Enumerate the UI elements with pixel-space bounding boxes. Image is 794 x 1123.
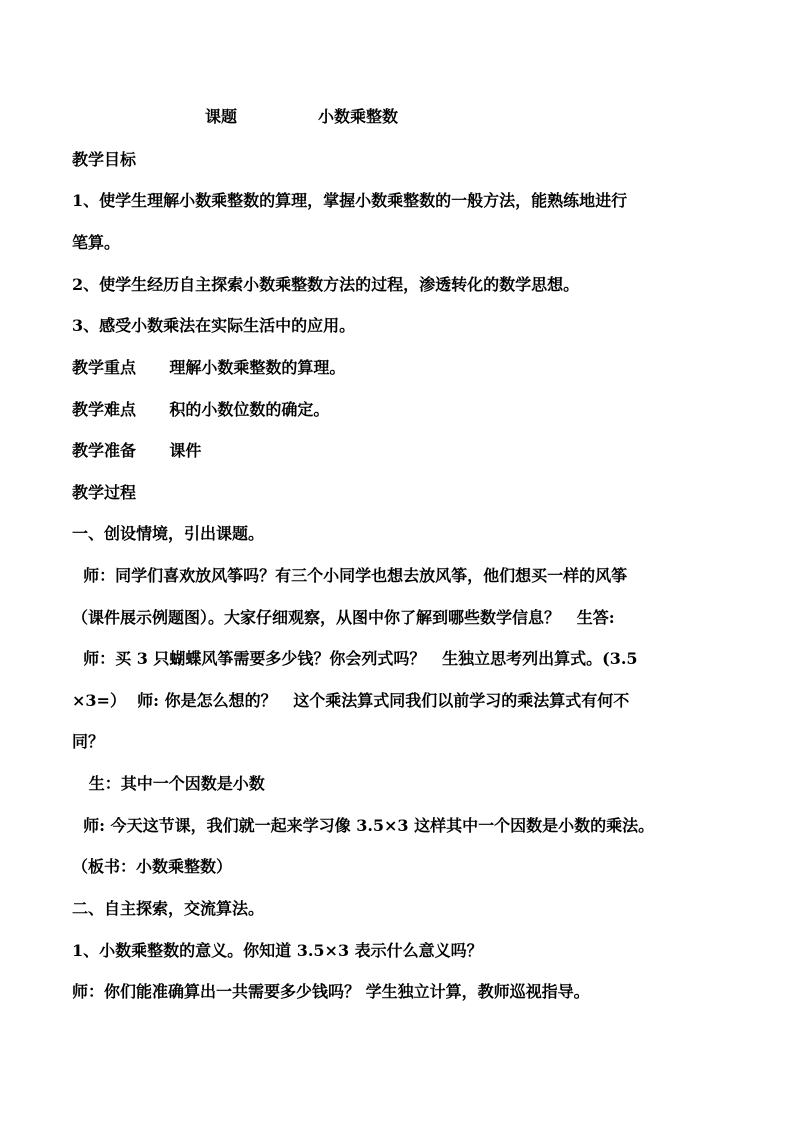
section-heading-one: 一、创设情境，引出课题。 bbox=[72, 524, 265, 543]
paragraph-line: （课件展示例题图）。大家仔细观察，从图中你了解到哪些数学信息？ 生答: bbox=[72, 608, 615, 627]
title-label: 课题 bbox=[205, 107, 238, 126]
key-point-line: 教学重点 理解小数乘整数的算理。 bbox=[72, 358, 346, 377]
section-heading-two: 二、自主探索，交流算法。 bbox=[72, 899, 265, 918]
paragraph-line: 1、使学生理解小数乘整数的算理，掌握小数乘整数的一般方法，能熟练地进行 bbox=[72, 191, 628, 210]
section-heading-objectives: 教学目标 bbox=[72, 150, 137, 169]
preparation-line: 教学准备 课件 bbox=[72, 441, 202, 460]
paragraph-line: 笔算。 bbox=[72, 233, 121, 252]
paragraph-line: 师：买 3 只蝴蝶风筝需要多少钱？你会列式吗？ 生独立思考列出算式。(3.5 bbox=[72, 649, 638, 668]
paragraph-line: 2、使学生经历自主探索小数乘整数方法的过程，渗透转化的数学思想。 bbox=[72, 275, 580, 294]
difficulty-line: 教学难点 积的小数位数的确定。 bbox=[72, 400, 330, 419]
paragraph-line: （板书：小数乘整数） bbox=[72, 857, 233, 876]
paragraph-line: 1、小数乘整数的意义。你知道 3.5×3 表示什么意义吗？ bbox=[72, 941, 483, 960]
title-row bbox=[0, 107, 794, 129]
paragraph-line: 同？ bbox=[72, 732, 105, 751]
paragraph-line: ×3=） 师: 你是怎么想的？ 这个乘法算式同我们以前学习的乘法算式有何不 bbox=[72, 691, 630, 710]
title-text: 小数乘整数 bbox=[318, 107, 399, 126]
paragraph-line: 师：同学们喜欢放风筝吗？有三个小同学也想去放风筝，他们想买一样的风筝 bbox=[72, 566, 628, 585]
paragraph-line: 3、感受小数乘法在实际生活中的应用。 bbox=[72, 316, 356, 335]
section-heading-process: 教学过程 bbox=[72, 483, 137, 502]
paragraph-line: 师: 今天这节课，我们就一起来学习像 3.5×3 这样其中一个因数是小数的乘法。 bbox=[72, 816, 655, 835]
paragraph-line: 生：其中一个因数是小数 bbox=[72, 774, 265, 793]
paragraph-line: 师：你们能准确算出一共需要多少钱吗？ 学生独立计算，教师巡视指导。 bbox=[72, 982, 590, 1001]
